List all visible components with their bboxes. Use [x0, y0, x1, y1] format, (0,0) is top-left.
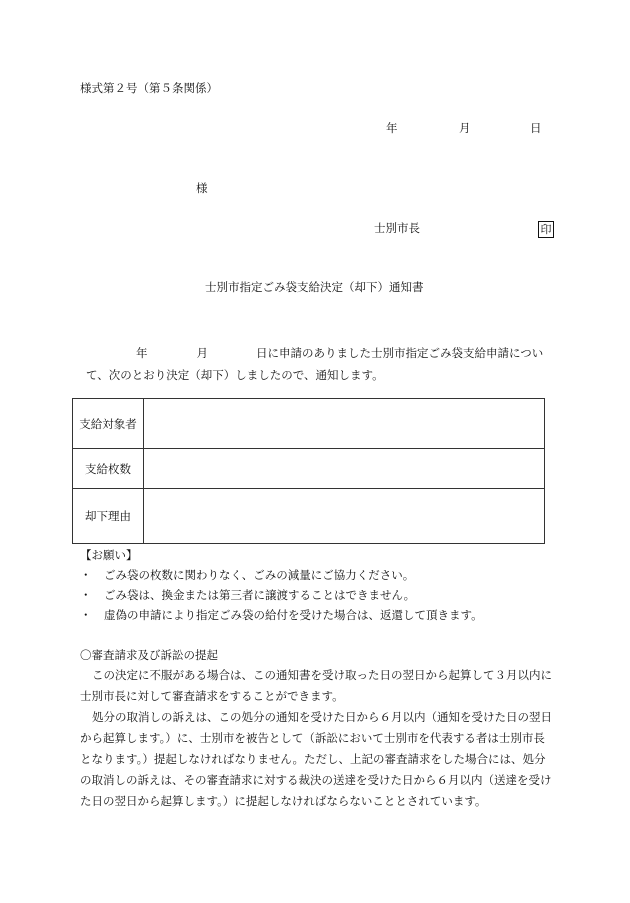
appeal-heading: 〇審査請求及び訴訟の提起 — [80, 648, 218, 662]
list-item: ・ 虚偽の申請により指定ごみ袋の給付を受けた場合は、返還して頂きます。 — [80, 605, 560, 625]
recipient-suffix: 様 — [196, 181, 208, 195]
row-label-rejection-reason: 却下理由 — [73, 489, 144, 544]
appeal-paragraph-1: この決定に不服がある場合は、この通知書を受け取った日の翌日から起算して３月以内に士別市長に対して審査請求をすることができます。 — [80, 668, 552, 703]
appeal-section — [80, 645, 556, 812]
row-value-recipient — [144, 399, 545, 449]
row-label-quantity: 支給枚数 — [73, 449, 144, 489]
date-day: 日 — [530, 121, 542, 135]
date-month: 月 — [459, 121, 471, 135]
table-row — [73, 489, 545, 544]
requests-section — [80, 545, 560, 625]
bullet-mark: ・ — [80, 588, 92, 602]
intro-line-2: て、次のとおり決定（却下）しましたので、通知します。 — [86, 368, 384, 382]
intro-paragraph — [76, 342, 556, 386]
list-item: ・ ごみ袋は、換金または第三者に譲渡することはできません。 — [80, 585, 560, 605]
intro-day-text: 日に申請のありました士別市指定ごみ袋支給申請につい — [256, 346, 544, 360]
intro-line-1 — [76, 342, 556, 364]
form-number-label: 様式第２号（第５条関係） — [80, 81, 218, 95]
table-row — [73, 449, 545, 489]
date-year: 年 — [386, 121, 398, 135]
requests-heading: 【お願い】 — [80, 548, 138, 562]
appeal-paragraph-2: 処分の取消しの訴えは、この処分の通知を受けた日から６月以内（通知を受けた日の翌日から起算します。）に、士別市を被告として（訴訟において士別市を代表する者は士別市長となります。）提起しなければなりません。ただし、上記の審査請求をした場合には、処分の取消しの訴えは、その審査請求に対する裁決の送達を受けた日から６月以内（送達を受けた日の翌日から起算します。）に提起しなければならないこととされています。 — [80, 710, 552, 808]
row-value-quantity — [144, 449, 545, 489]
bullet-mark: ・ — [80, 608, 92, 622]
decision-table — [72, 398, 545, 544]
row-label-recipient: 支給対象者 — [73, 399, 144, 449]
document-title: 士別市指定ごみ袋支給決定（却下）通知書 — [205, 280, 424, 294]
intro-year: 年 — [136, 346, 148, 360]
seal-mark: 印 — [538, 221, 554, 238]
issuer-name: 士別市長 — [374, 221, 420, 235]
row-value-rejection-reason — [144, 489, 545, 544]
table-row — [73, 399, 545, 449]
bullet-mark: ・ — [80, 568, 92, 582]
list-item: ・ ごみ袋の枚数に関わりなく、ごみの減量にご協力ください。 — [80, 565, 560, 585]
intro-month: 月 — [196, 346, 208, 360]
